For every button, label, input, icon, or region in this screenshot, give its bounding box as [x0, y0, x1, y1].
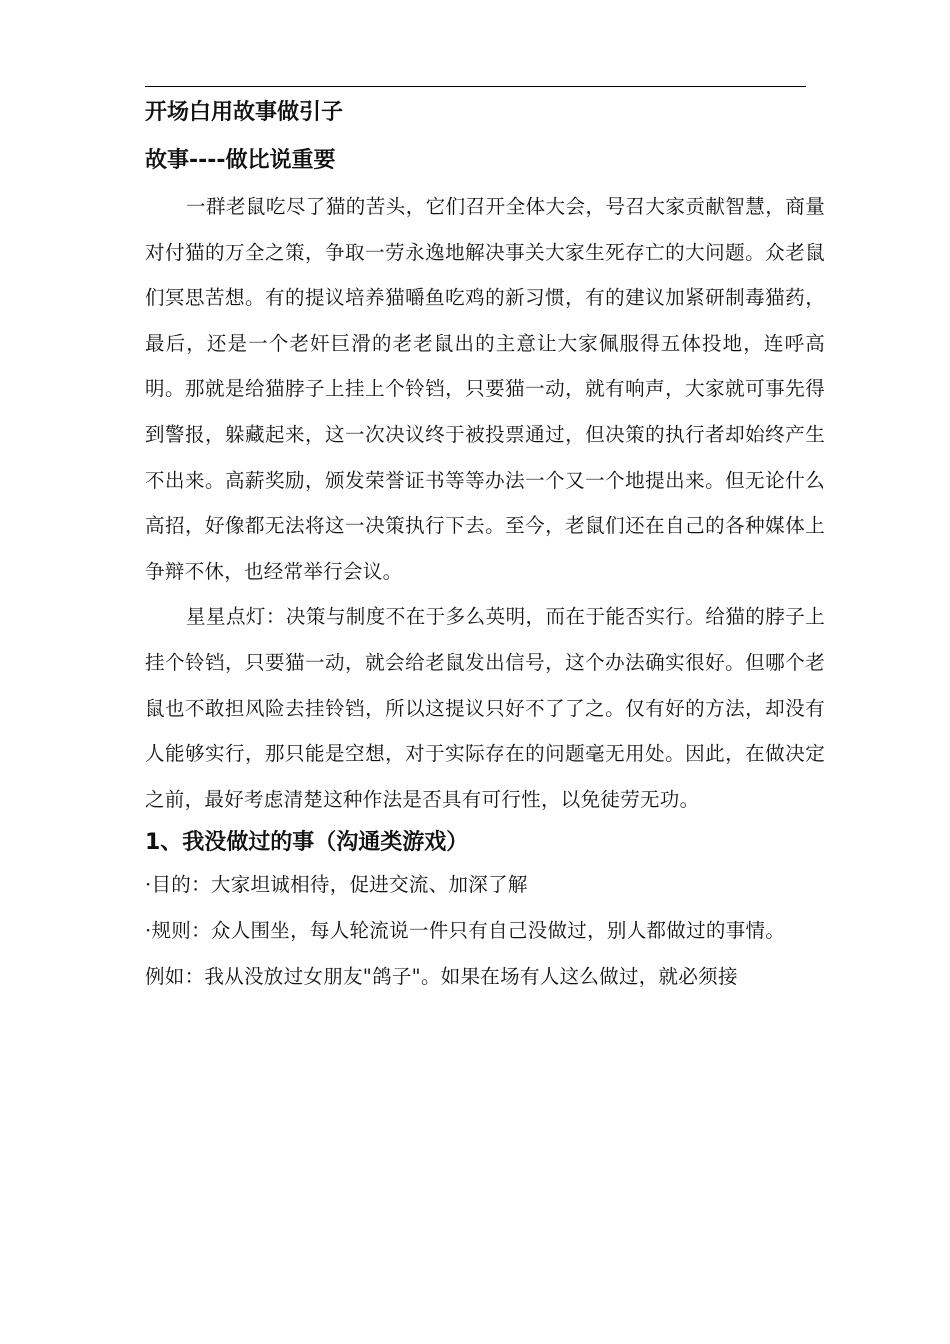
- lesson-paragraph: 星星点灯：决策与制度不在于多么英明，而在于能否实行。给猫的脖子上挂个铃铛，只要猫一动，就会给老鼠发出信号，这个办法确实很好。但哪个老鼠也不敢担风险去挂铃铛，所以这提议只好不了了之。仅有好的方法，却没有人能够实行，那只能是空想，对于实际存在的问题毫无用处。因此，在做决定之前，最好考虑清楚这种作法是否具有可行性，以免徒劳无功。: [145, 605, 825, 811]
- purpose-line: ·目的：大家坦诚相待，促进交流、加深了解: [145, 873, 528, 897]
- example-line: 例如：我从没放过女朋友"鸽子"。如果在场有人这么做过，就必须接: [145, 964, 738, 988]
- story-paragraph: 一群老鼠吃尽了猫的苦头，它们召开全体大会，号召大家贡献智慧，商量对付猫的万全之策，争取一劳永逸地解决事关大家生死存亡的大问题。众老鼠们冥思苦想。有的提议培养猫嚼鱼吃鸡的新习惯，有的建议加紧研制毒猫药，最后，还是一个老奸巨滑的老老鼠出的主意让大家佩服得五体投地，连呼高明。那就是给猫脖子上挂上个铃铛，只要猫一动，就有响声，大家就可事先得到警报，躲藏起来，这一次决议终于被投票通过，但决策的执行者却始终产生不出来。高薪奖励，颁发荣誉证书等等办法一个又一个地提出来。但无论什么高招，好像都无法将这一决策执行下去。至今，老鼠们还在自己的各种媒体上争辩不休，也经常举行会议。: [145, 195, 825, 583]
- game-heading: 1、我没做过的事（沟通类游戏）: [145, 830, 469, 856]
- document-body: [145, 95, 825, 999]
- title-heading: 开场白用故事做引子: [145, 100, 344, 125]
- story-heading: 故事----做比说重要: [145, 148, 336, 173]
- rules-line: ·规则：众人围坐，每人轮流说一件只有自己没做过，别人都做过的事情。: [145, 918, 786, 942]
- header-rule: [145, 86, 806, 87]
